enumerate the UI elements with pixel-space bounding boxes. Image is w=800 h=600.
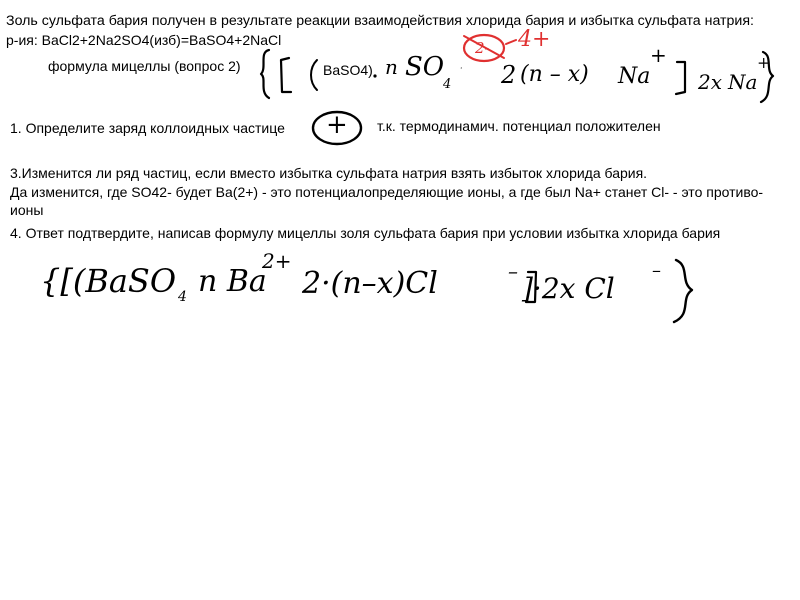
micelle-1-paren: (n – x) (520, 62, 589, 87)
micelle-2-ion2-charge: – (508, 259, 518, 283)
question-3: 3.Изменится ли ряд частиц, если вместо избытка сульфата натрия взять избыток хлорида бария. (10, 165, 648, 181)
charge-answer: + (326, 110, 348, 140)
micelle-1-ion1: SO (405, 52, 445, 82)
micelle-core-text: BaSO4) (323, 62, 373, 78)
micelle-1-ion3: Na (728, 70, 758, 94)
micelle-1-n: n (385, 55, 398, 79)
reaction-text: р-ия: BaCl2+2Na2SO4(изб)=BaSO4+2NaCl (6, 32, 282, 48)
micelle-1-ion1-sub: 4 (443, 77, 452, 92)
question-4: 4. Ответ подтвердите, написав формулу мицеллы золя сульфата бария при условии избытка хлорида бария (10, 225, 721, 241)
micelle-1-outer-coef: 2x (698, 70, 723, 94)
corrected-charge: 4+ (518, 27, 551, 52)
micelle-2-ion: n Ba (198, 264, 267, 299)
dot-separator: · (460, 64, 463, 73)
formula-label: формула мицеллы (вопрос 2) (48, 58, 241, 74)
micelle-2-ion3-charge: – (652, 260, 661, 281)
question-1-reason: т.к. термодинамич. потенциал положителен (377, 118, 661, 134)
micelle-2-outer: ]·2x Cl (522, 272, 615, 305)
micelle-2-core-sub: 4 (178, 289, 187, 305)
micelle-1-ion2-charge: + (650, 43, 667, 67)
micelle-2-paren: 2·(n–x)Cl (302, 266, 438, 301)
micelle-2-ion-charge: 2+ (262, 249, 292, 273)
question-3-answer: Да изменится, где SO42- будет Ba(2+) - это потенциалопределяющие ионы, а где был Na+ станет Cl- - это противо-ионы (10, 184, 764, 218)
micelle-1-ion3-charge: + (757, 53, 771, 72)
micelle-1-ion2: Na (618, 64, 651, 89)
crossed-charge: 2- (475, 39, 490, 57)
question-1: 1. Определите заряд коллоидных частице (10, 120, 285, 136)
micelle-1-coef: 2 (501, 61, 517, 89)
micelle-2-core: {[(BaSO (40, 262, 177, 300)
intro-text: Золь сульфата бария получен в результате реакции взаимодействия хлорида бария и избытка сульфата натрия: (6, 13, 754, 29)
